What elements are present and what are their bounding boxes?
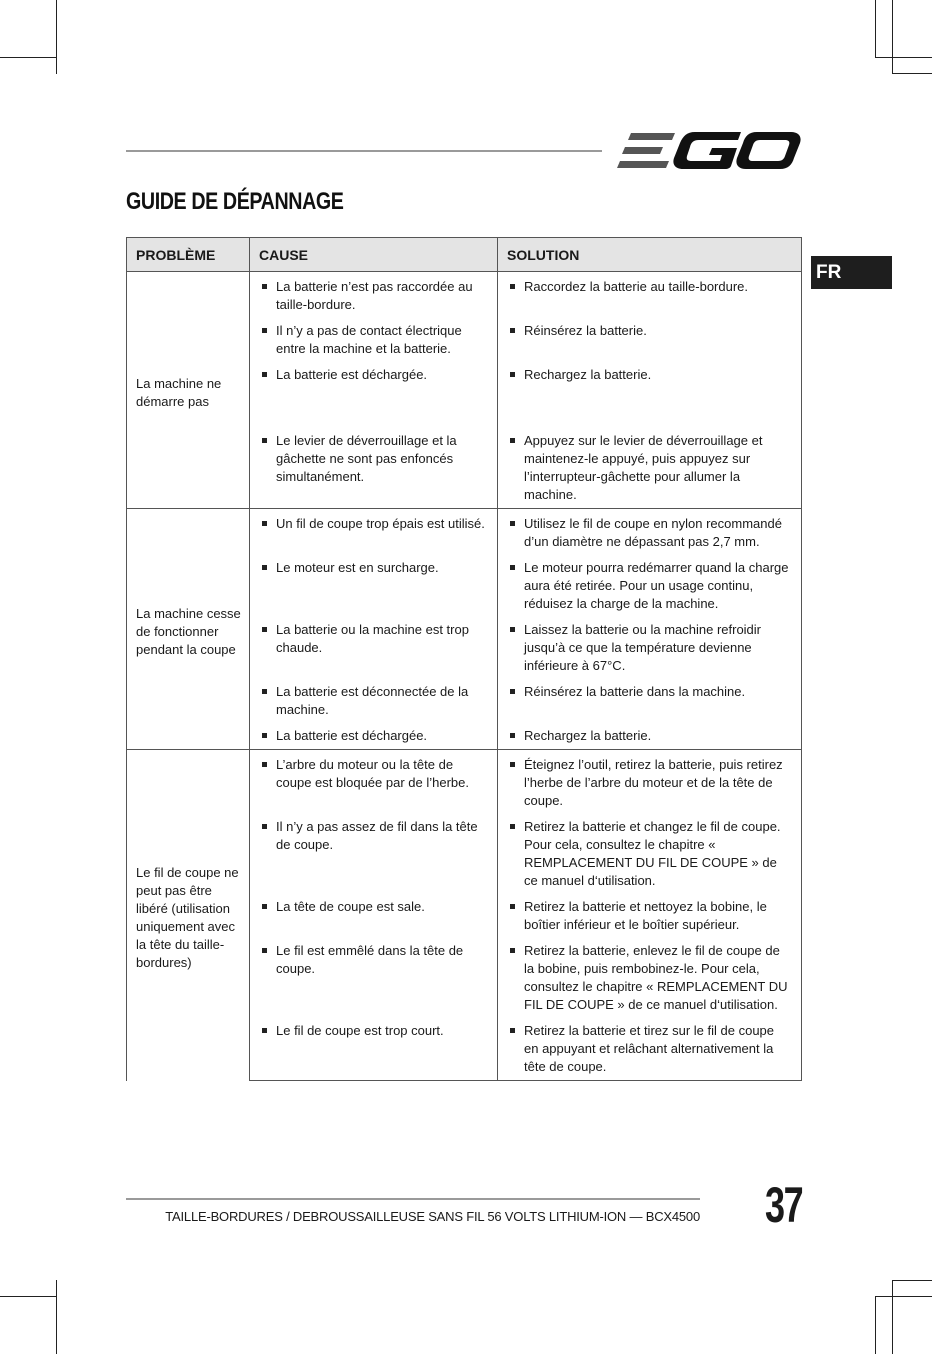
cause-cell [250, 814, 498, 894]
solution-text: Raccordez la batterie au taille-bordure. [509, 278, 792, 296]
crop-mark [875, 57, 932, 58]
cause-text: La batterie est déchargée. [261, 366, 488, 384]
crop-mark [892, 1280, 932, 1281]
solution-text: Laissez la batterie ou la machine refroidir jusqu’à ce que la température devienne inférieure à 67°C. [509, 621, 792, 675]
solution-text: Appuyez sur le levier de déverrouillage et maintenez-le appuyé, puis appuyez sur l’interrupteur-gâchette pour allumer la machine. [509, 432, 792, 504]
cause-text: La batterie est déconnectée de la machine. [261, 683, 488, 719]
cause-cell [250, 617, 498, 679]
cause-cell [250, 555, 498, 617]
header-rule [126, 150, 602, 152]
footer-rule [126, 1198, 700, 1200]
solution-cell [498, 555, 802, 617]
cause-text: Le moteur est en surcharge. [261, 559, 488, 577]
solution-cell [498, 814, 802, 894]
cause-cell [250, 1018, 498, 1081]
cause-text: La tête de coupe est sale. [261, 898, 488, 916]
cause-cell [250, 428, 498, 509]
solution-text: Retirez la batterie et changez le fil de coupe. Pour cela, consultez le chapitre « REMPLACEMENT DU FIL DE COUPE » de ce manuel d‘utilisation. [509, 818, 792, 890]
problem-cell: La machine ne démarre pas [127, 272, 250, 509]
crop-mark [875, 1296, 932, 1297]
cause-text: Le fil est emmêlé dans la tête de coupe. [261, 942, 488, 978]
cause-cell [250, 272, 498, 319]
cause-text: Un fil de coupe trop épais est utilisé. [261, 515, 488, 533]
page-title: GUIDE DE DÉPANNAGE [126, 188, 344, 215]
cause-text: Le levier de déverrouillage et la gâchette ne sont pas enfoncés simultanément. [261, 432, 488, 486]
page-number: 37 [765, 1177, 803, 1233]
cause-cell [250, 509, 498, 556]
language-tab: FR [811, 256, 892, 289]
solution-text: Réinsérez la batterie dans la machine. [509, 683, 792, 701]
crop-mark [56, 0, 57, 74]
cause-cell [250, 894, 498, 938]
solution-text: Rechargez la batterie. [509, 366, 792, 384]
solution-cell [498, 509, 802, 556]
header-probleme: PROBLÈME [127, 238, 250, 272]
crop-mark [875, 1296, 876, 1354]
cause-cell [250, 679, 498, 723]
solution-cell [498, 894, 802, 938]
problem-cell: La machine cesse de fonctionner pendant la coupe [127, 509, 250, 750]
cause-text: L’arbre du moteur ou la tête de coupe est bloquée par de l’herbe. [261, 756, 488, 792]
solution-text: Réinsérez la batterie. [509, 322, 792, 340]
cause-text: Il n’y a pas assez de fil dans la tête de coupe. [261, 818, 488, 854]
problem-cell: Le fil de coupe ne peut pas être libéré (utilisation uniquement avec la tête du taille-bordures) [127, 750, 250, 1081]
troubleshooting-table [126, 237, 802, 1081]
header-solution: SOLUTION [498, 238, 802, 272]
ego-logo [617, 128, 801, 172]
header-cause: CAUSE [250, 238, 498, 272]
cause-text: La batterie n’est pas raccordée au taille-bordure. [261, 278, 488, 314]
solution-text: Retirez la batterie et tirez sur le fil de coupe en appuyant et relâchant alternativement la tête de coupe. [509, 1022, 792, 1076]
solution-text: Retirez la batterie et nettoyez la bobine, le boîtier inférieur et le boîtier supérieur. [509, 898, 792, 934]
crop-mark [0, 1296, 57, 1297]
footer-text: TAILLE-BORDURES / DEBROUSSAILLEUSE SANS FIL 56 VOLTS LITHIUM-ION — BCX4500 [165, 1209, 700, 1224]
solution-text: Éteignez l’outil, retirez la batterie, puis retirez l’herbe de l’arbre du moteur et de la tête de coupe. [509, 756, 792, 810]
cause-text: La batterie ou la machine est trop chaude. [261, 621, 488, 657]
solution-cell [498, 679, 802, 723]
crop-mark [892, 73, 932, 74]
cause-cell [250, 318, 498, 362]
crop-mark [0, 57, 57, 58]
crop-mark [875, 0, 876, 57]
solution-cell [498, 750, 802, 815]
crop-mark [56, 1280, 57, 1354]
cause-cell [250, 938, 498, 1018]
table-row [127, 509, 802, 556]
cause-cell [250, 723, 498, 750]
cause-text: Le fil de coupe est trop court. [261, 1022, 488, 1040]
solution-cell [498, 617, 802, 679]
table-row [127, 750, 802, 815]
cause-text: Il n’y a pas de contact électrique entre la machine et la batterie. [261, 322, 488, 358]
table-header-row [127, 238, 802, 272]
cause-cell [250, 362, 498, 428]
solution-text: Retirez la batterie, enlevez le fil de coupe de la bobine, puis rembobinez-le. Pour cela, consultez le chapitre « REMPLACEMENT DU FIL DE COUPE » de ce manuel d‘utilisation. [509, 942, 792, 1014]
solution-cell [498, 1018, 802, 1081]
solution-text: Le moteur pourra redémarrer quand la charge aura été retirée. Pour un usage continu, réduisez la charge de la machine. [509, 559, 792, 613]
cause-text: La batterie est déchargée. [261, 727, 488, 745]
solution-cell [498, 428, 802, 509]
table-row [127, 272, 802, 319]
solution-text: Rechargez la batterie. [509, 727, 792, 745]
solution-cell [498, 723, 802, 750]
crop-mark [892, 1280, 893, 1354]
solution-cell [498, 938, 802, 1018]
crop-mark [892, 0, 893, 74]
solution-cell [498, 362, 802, 428]
solution-cell [498, 318, 802, 362]
cause-cell [250, 750, 498, 815]
solution-cell [498, 272, 802, 319]
solution-text: Utilisez le fil de coupe en nylon recommandé d’un diamètre ne dépassant pas 2,7 mm. [509, 515, 792, 551]
